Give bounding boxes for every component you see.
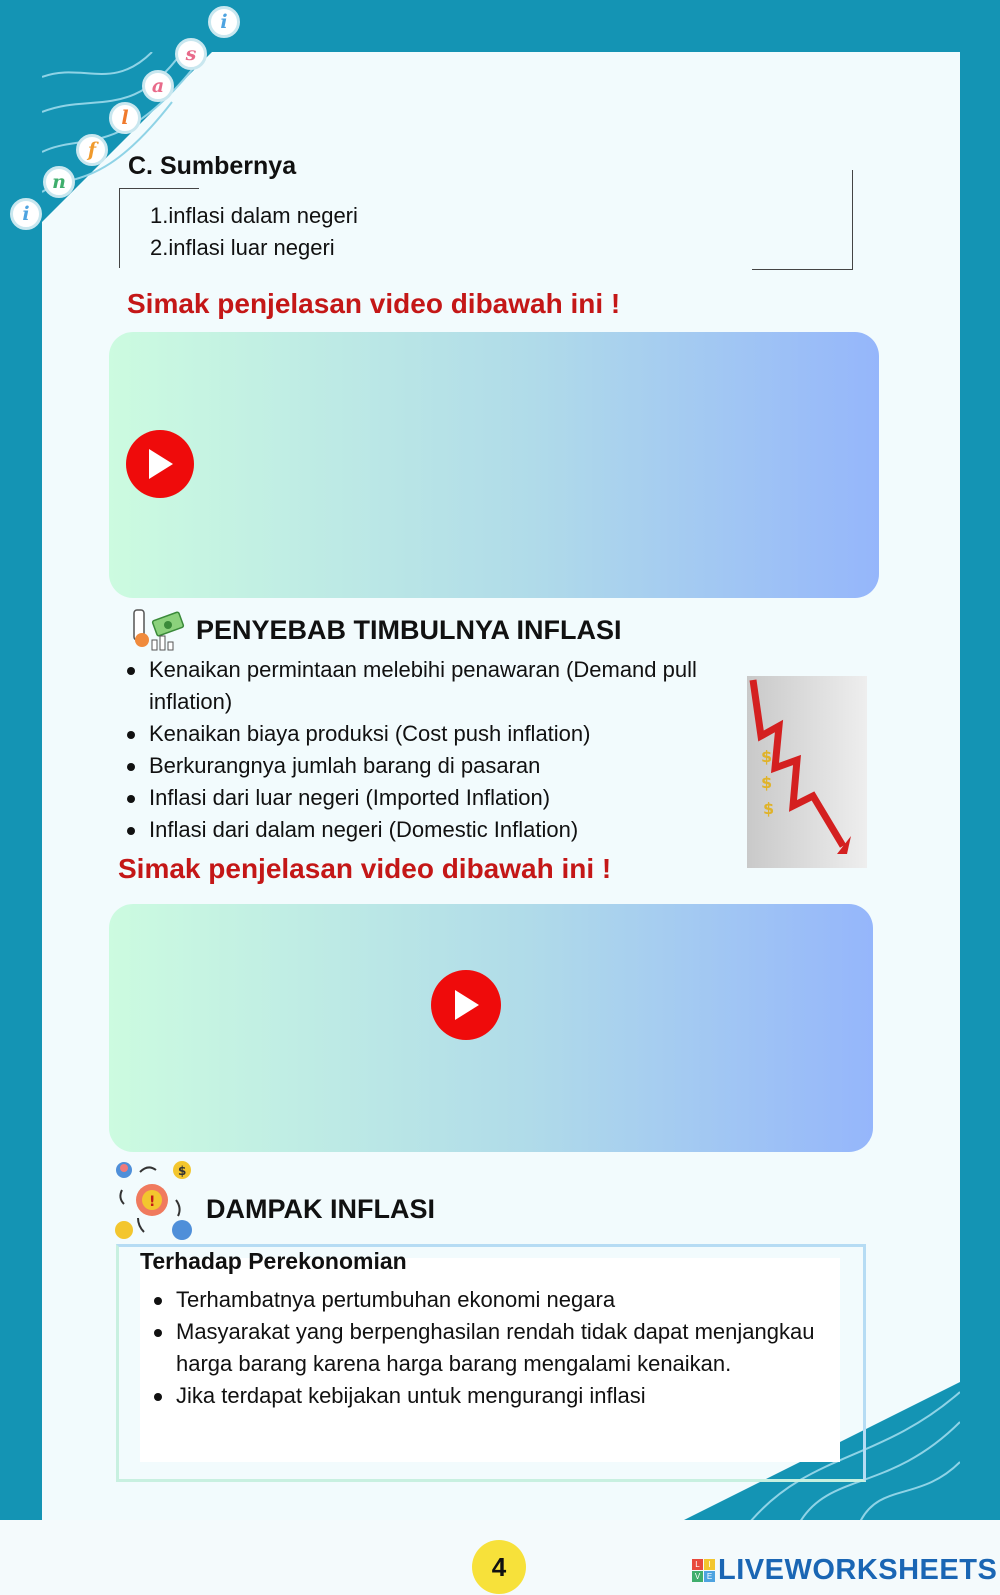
economy-impact-icon [112, 1160, 196, 1242]
section-heading-sumber: C. Sumbernya [128, 152, 297, 180]
list-frame-left [119, 188, 123, 268]
list-item: Kenaikan permintaan melebihi penawaran (Demand pull inflation) [121, 654, 741, 718]
list-item: Masyarakat yang berpenghasilan rendah tidak dapat menjangkau harga barang karena harga barang mengalami kenaikan. [148, 1316, 828, 1380]
sumber-list [150, 200, 358, 264]
liveworksheets-logo[interactable] [692, 1554, 997, 1587]
video-player-2[interactable] [109, 904, 873, 1152]
bead-letter: i [208, 6, 240, 38]
list-item: Inflasi dari dalam negeri (Domestic Inflation) [121, 814, 741, 846]
page-number-badge: 4 [472, 1540, 526, 1594]
video-player-1[interactable] [109, 332, 879, 598]
dampak-subtitle: Terhadap Perekonomian [140, 1248, 407, 1274]
section-title-penyebab: PENYEBAB TIMBULNYA INFLASI [196, 615, 622, 645]
bead-letter: s [175, 38, 207, 70]
bead-letter: n [43, 166, 75, 198]
falling-money-chart-image [747, 676, 867, 868]
play-button-icon[interactable] [431, 970, 501, 1040]
list-item: Berkurangnya jumlah barang di pasaran [121, 750, 741, 782]
list-frame-right [852, 170, 853, 269]
section-title-dampak: DAMPAK INFLASI [206, 1194, 435, 1224]
dampak-list [148, 1284, 828, 1412]
bead-letter: a [142, 70, 174, 102]
sumber-item: 2.inflasi luar negeri [150, 235, 335, 260]
list-item: Inflasi dari luar negeri (Imported Inflation) [121, 782, 741, 814]
bead-letter: f [76, 134, 108, 166]
svg-text:$: $ [761, 747, 773, 766]
penyebab-list [121, 654, 741, 846]
list-item: Jika terdapat kebijakan untuk mengurangi inflasi [148, 1380, 828, 1412]
bead-letter: i [10, 198, 42, 230]
list-item: Terhambatnya pertumbuhan ekonomi negara [148, 1284, 828, 1316]
video-instruction-2: Simak penjelasan video dibawah ini ! [118, 853, 612, 884]
svg-text:$: $ [178, 1164, 187, 1178]
play-button-icon[interactable] [126, 430, 194, 498]
list-frame-bottom [752, 269, 853, 270]
bead-letter: l [109, 102, 141, 134]
svg-text:$: $ [761, 773, 773, 792]
list-frame-top [119, 188, 199, 189]
svg-text:$: $ [763, 799, 775, 818]
svg-text:!: ! [149, 1194, 156, 1210]
logo-mark-icon: L I V E [692, 1559, 715, 1582]
brand-name: LIVEWORKSHEETS [718, 1554, 998, 1586]
shopping-money-icon [130, 604, 190, 654]
sumber-item: 1.inflasi dalam negeri [150, 203, 358, 228]
video-instruction-1: Simak penjelasan video dibawah ini ! [127, 288, 621, 319]
list-item: Kenaikan biaya produksi (Cost push inflation) [121, 718, 741, 750]
worksheet-card [42, 52, 960, 1520]
